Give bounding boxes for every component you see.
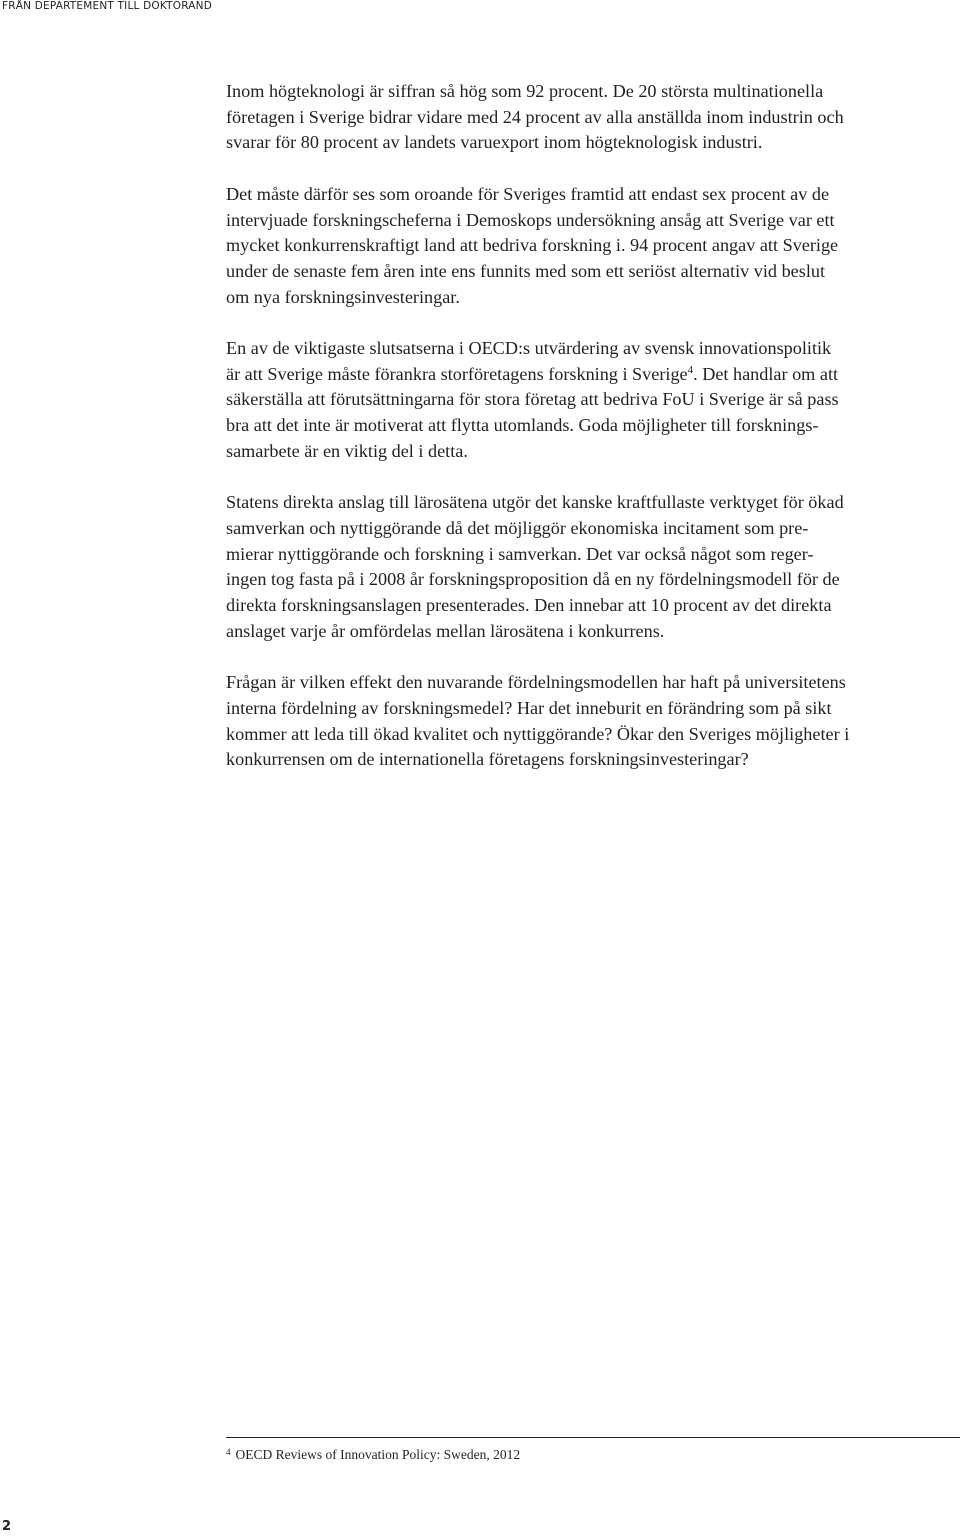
text-line: samarbete är en viktig del i detta. [226,440,468,461]
text-line: företagen i Sverige bidrar vidare med 24 procent av alla anställda inom industrin och [226,106,844,127]
paragraph-3 [226,336,960,465]
footnote-text: OECD Reviews of Innovation Policy: Sweden, 2012 [235,1447,521,1462]
footnote-marker: 4 [226,1447,231,1457]
text-segment: är att Sverige måste förankra storföretagens forskning i Sverige [226,363,688,384]
text-line: mycket konkurrenskraftigt land att bedriva forskning i. 94 procent angav att Sverige [226,235,839,256]
running-header: FRÅN DEPARTEMENT TILL DOKTORAND [2,0,212,12]
footnote [226,1443,520,1464]
text-line: En av de viktigaste slutsatserna i OECD:s utvärdering av svensk innovationspolitik [226,338,832,358]
text-line: kommer att leda till ökad kvalitet och nyttiggörande? Ökar den Sveriges möjligheter i [226,723,850,744]
text-line: samverkan och nyttiggörande då det möjliggör ekonomiska incitament som pre- [226,517,809,538]
text-line: om nya forskningsinvesteringar. [226,286,460,307]
text-line: interna fördelning av forskningsmedel? Har det inneburit en förändring som på sikt [226,697,832,718]
text-line: bra att det inte är motiverat att flytta utomlands. Goda möjligheter till forsknings- [226,415,819,436]
text-line: direkta forskningsanslagen presenterades. Den innebar att 10 procent av det direkta [226,595,832,616]
paragraph-1 [226,79,960,156]
text-line: Statens direkta anslag till lärosätena utgör det kanske kraftfullaste verktyget för ökad [226,492,844,513]
text-line: ingen tog fasta på i 2008 år forskningsproposition då en ny fördelningsmodell för de [226,569,840,590]
text-line: Frågan är vilken effekt den nuvarande fördelningsmodellen har haft på universitetens [226,672,846,693]
footnote-divider [226,1437,960,1438]
body-text [226,79,960,799]
text-line: Inom högteknologi är siffran så hög som 92 procent. De 20 största multinationella [226,81,824,101]
text-line: säkerställa att förutsättningarna för stora företag att bedriva FoU i Sverige är så pass [226,389,839,410]
text-segment: . Det handlar om att [693,363,839,384]
paragraph-2 [226,182,960,311]
text-line: intervjuade forskningscheferna i Demoskops undersökning ansåg att Sverige var ett [226,209,835,230]
paragraph-4 [226,490,960,644]
text-line: under de senaste fem åren inte ens funnits med som ett seriöst alternativ vid beslut [226,260,826,281]
page-number: 2 [2,1519,12,1534]
footnote-reference[interactable]: 4 [687,363,694,376]
text-line: Det måste därför ses som oroande för Sveriges framtid att endast sex procent av de [226,183,830,204]
text-line: anslaget varje år omfördelas mellan lärosätena i konkurrens. [226,620,665,641]
text-line: svarar för 80 procent av landets varuexport inom högteknologisk industri. [226,132,763,153]
paragraph-5 [226,670,960,773]
text-line: mierar nyttiggörande och forskning i samverkan. Det var också något som reger- [226,543,814,564]
text-line: konkurrensen om de internationella företagens forskningsinvesteringar? [226,749,749,770]
text-line [226,362,960,388]
